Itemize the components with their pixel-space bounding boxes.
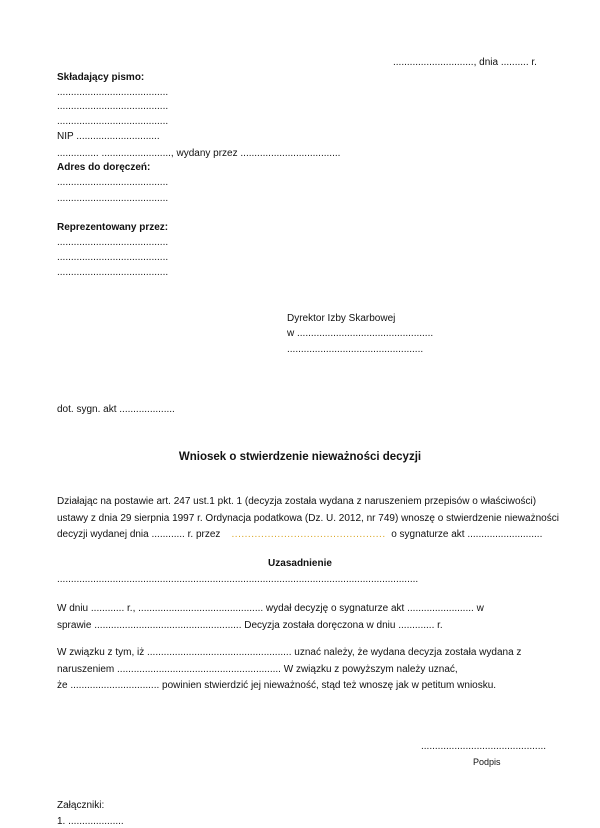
case-reference: dot. sygn. akt .................... [57, 404, 175, 415]
representative-line: ........................................ [57, 252, 169, 263]
representative-line: ........................................ [57, 267, 169, 278]
address-line: ........................................ [57, 193, 169, 204]
signature-label: Podpis [473, 757, 501, 767]
id-document-line: ............... ........................., wydany przez .................................... [57, 148, 341, 159]
date-line: ............................., dnia .......... r. [393, 57, 537, 68]
signature-line: ............................................. [421, 741, 547, 752]
address-line: ........................................ [57, 177, 169, 188]
applicant-line: ........................................ [57, 87, 169, 98]
intro-text: Działając na postawie art. 247 ust.1 pkt. 1 (decyzja została wydana z naruszeniem przepisów o właściwości) [57, 496, 537, 507]
applicant-heading: Składający pismo: [57, 72, 145, 83]
recipient-name: Dyrektor Izby Skarbowej [287, 313, 396, 324]
intro-line: ustawy z dnia 29 sierpnia 1997 r. Ordynacja podatkowa (Dz. U. 2012, nr 749) wnoszę o stwierdzenie nieważności [57, 513, 559, 524]
paragraph-line: że ................................ powinien stwierdzić jej nieważność, stąd też wnoszę jak w petitum wniosku. [57, 680, 497, 691]
intro-text: decyzji wydanej dnia ............ r. przez [57, 529, 221, 540]
justification-heading: Uzasadnienie [268, 558, 332, 569]
justification-dots: .................................................................................................................................. [57, 574, 419, 585]
nip-line: NIP .............................. [57, 131, 160, 142]
representative-line: ........................................ [57, 237, 169, 248]
intro-line-3 [57, 529, 542, 541]
paragraph-line: naruszeniem ........................................................... W związku z powyższym należy uznać, [57, 664, 458, 675]
address-heading: Adres do doręczeń: [57, 162, 151, 173]
paragraph-line: sprawie ..................................................... Decyzja została doręczona w dniu ............. r. [57, 620, 443, 631]
attachments-heading: Załączniki: [57, 800, 105, 811]
recipient-address: ................................................. [287, 344, 424, 355]
attachment-item: 1. .................... [57, 816, 124, 827]
recipient-city: w ................................................. [287, 328, 434, 339]
intro-line [57, 496, 543, 508]
applicant-line: ........................................ [57, 101, 169, 112]
representative-heading: Reprezentowany przez: [57, 222, 169, 233]
document-title: Wniosek o stwierdzenie nieważności decyzji [178, 451, 422, 463]
highlighted-field: ............................................... [231, 529, 386, 540]
paragraph-line: W dniu ............ r., ............................................. wydał decyzję o sygnaturze akt ........................ w [57, 603, 484, 614]
applicant-line: ........................................ [57, 116, 169, 127]
paragraph-line: W związku z tym, iż .................................................... uznać należy, że wydana decyzja została wydana z [57, 647, 522, 658]
intro-text: o sygnaturze akt ........................... [391, 529, 543, 540]
